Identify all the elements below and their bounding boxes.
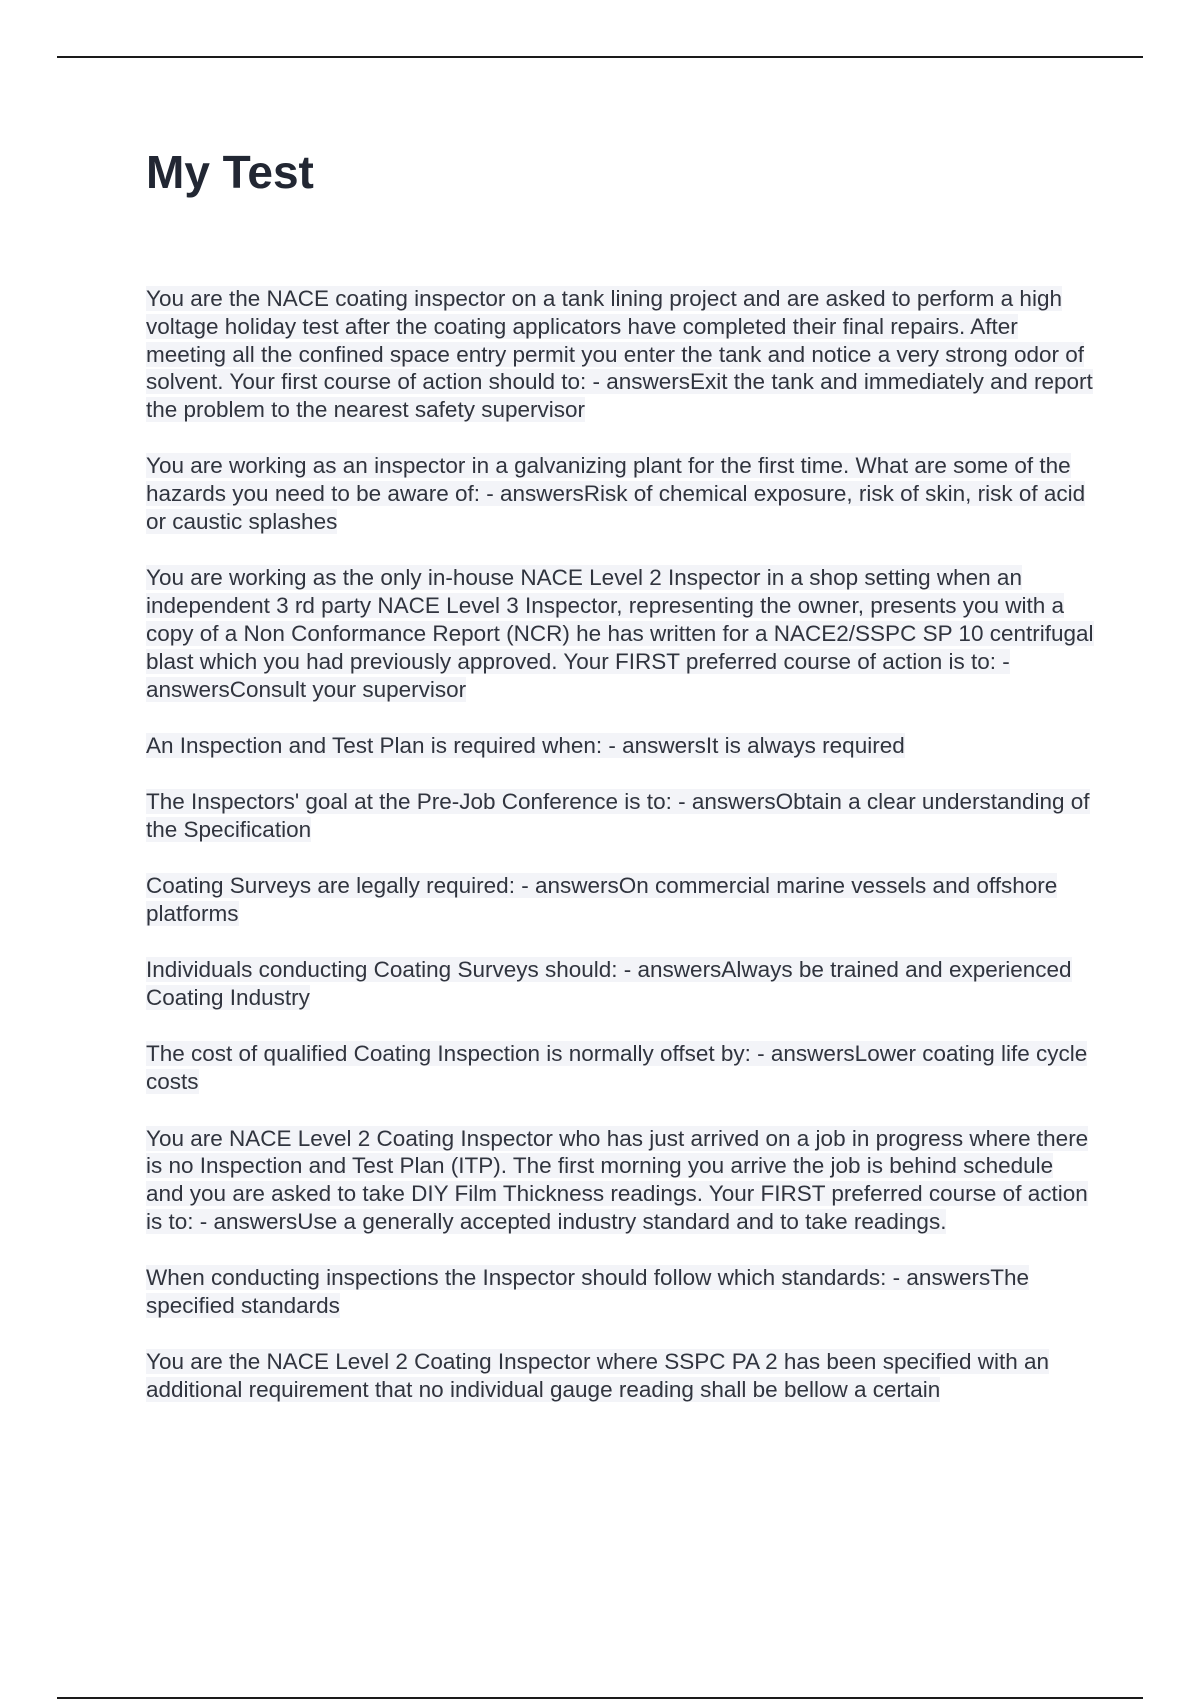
question-answer-text: You are the NACE Level 2 Coating Inspector where SSPC PA 2 has been specified with an additional requirement that no individual gauge reading shall be bellow a certain [146, 1349, 1050, 1403]
question-answer-item [146, 564, 1094, 703]
question-answer-item [146, 1348, 1094, 1404]
question-answer-item [146, 788, 1094, 844]
question-answer-item [146, 1125, 1094, 1236]
question-answer-item [146, 872, 1094, 928]
bottom-divider [57, 1697, 1143, 1699]
question-answer-item [146, 732, 1094, 760]
question-answer-text: You are the NACE coating inspector on a tank lining project and are asked to perform a high voltage holiday test after the coating applicators have completed their final repairs. After meeting all the confined space entry permit you enter the tank and notice a very strong odor of solvent. Your first course of action should to: - answersExit the tank and immediately and report the problem to the nearest safety supervisor [146, 286, 1093, 423]
question-answer-text: You are NACE Level 2 Coating Inspector who has just arrived on a job in progress where there is no Inspection and Test Plan (ITP). The first morning you arrive the job is behind schedule and you are asked to take DIY Film Thickness readings. Your FIRST preferred course of action is to: - answersUse a generally accepted industry standard and to take readings. [146, 1125, 1089, 1234]
page-title: My Test [146, 146, 314, 198]
question-answer-item [146, 1264, 1094, 1320]
question-answer-text: You are working as an inspector in a galvanizing plant for the first time. What are some of the hazards you need to be aware of: - answersRisk of chemical exposure, risk of skin, risk of acid or caustic splashes [146, 453, 1086, 535]
question-answer-item [146, 956, 1094, 1012]
top-divider [57, 56, 1143, 58]
question-answer-item [146, 452, 1094, 535]
question-answer-text: The cost of qualified Coating Inspection is normally offset by: - answersLower coating life cycle costs [146, 1041, 1088, 1095]
question-answer-item [146, 285, 1094, 424]
question-answer-text: Coating Surveys are legally required: - answersOn commercial marine vessels and offshore platforms [146, 873, 1058, 927]
question-answer-list [146, 285, 1094, 1432]
question-answer-text: An Inspection and Test Plan is required when: - answersIt is always required [146, 732, 905, 758]
question-answer-text: When conducting inspections the Inspector should follow which standards: - answersThe specified standards [146, 1265, 1029, 1319]
question-answer-item [146, 1040, 1094, 1096]
question-answer-text: The Inspectors' goal at the Pre-Job Conference is to: - answersObtain a clear understanding of the Specification [146, 789, 1090, 842]
question-answer-text: Individuals conducting Coating Surveys should: - answersAlways be trained and experienced Coating Industry [146, 957, 1072, 1011]
question-answer-text: You are working as the only in-house NACE Level 2 Inspector in a shop setting when an independent 3 rd party NACE Level 3 Inspector, representing the owner, presents you with a copy of a Non Conformance Report (NCR) he has written for a NACE2/SSPC SP 10 centrifugal blast which you had previously approved. Your FIRST preferred course of action is to: - answersConsult your supervisor [146, 565, 1094, 702]
